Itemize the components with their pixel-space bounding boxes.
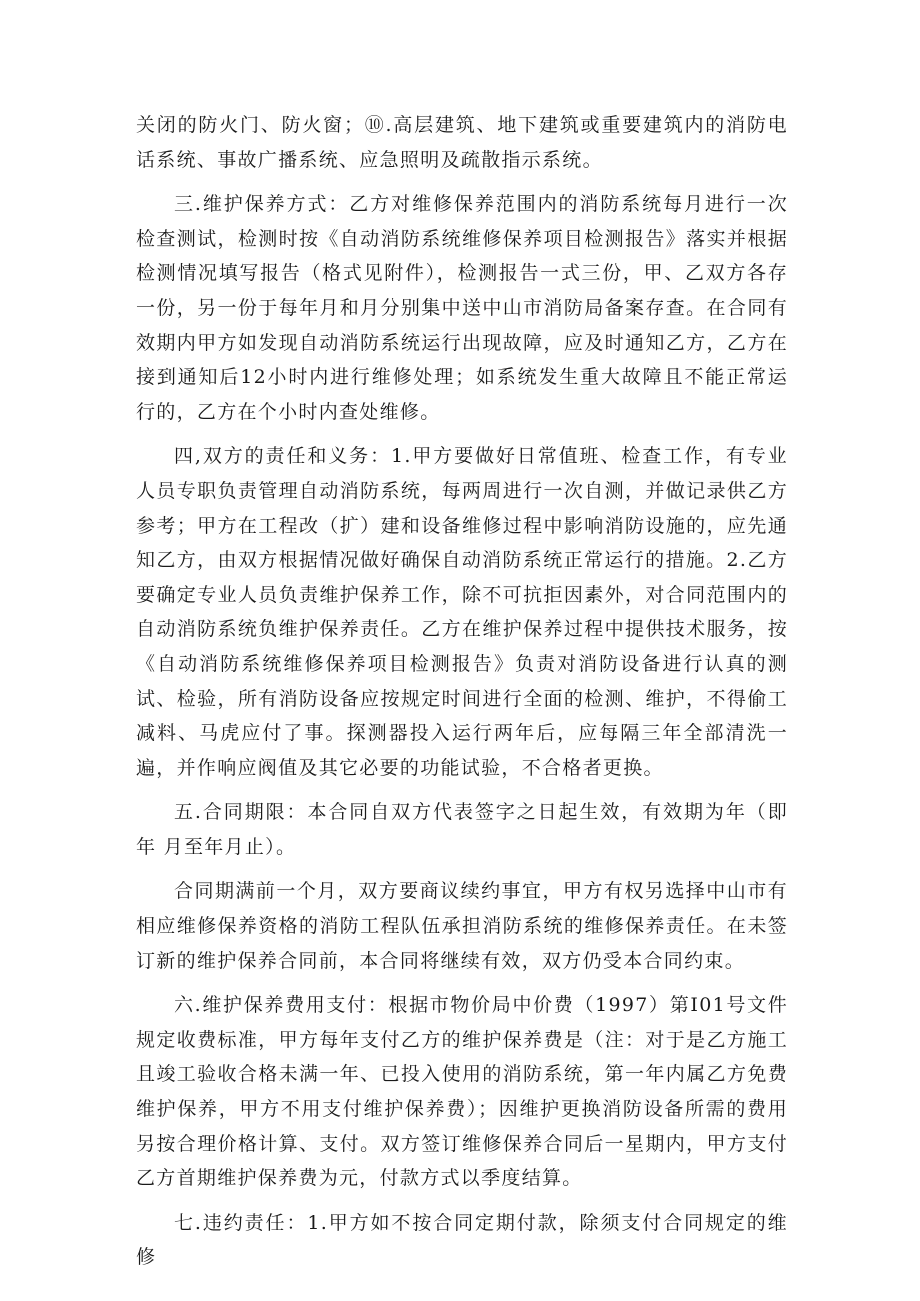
paragraph-breach-liability: 七.违约责任：1.甲方如不按合同定期付款，除须支付合同规定的维修 bbox=[136, 1211, 788, 1269]
document-page bbox=[136, 108, 788, 1285]
paragraph-contract-term: 五.合同期限：本合同自双方代表签字之日起生效，有效期为年（即年 月至年月止）。 bbox=[136, 801, 788, 858]
paragraph-continuation: 关闭的防火门、防火窗；⑩.高层建筑、地下建筑或重要建筑内的消防电话系统、事故广播系统、应急照明及疏散指示系统。 bbox=[136, 114, 788, 171]
paragraph-fee-payment: 六.维护保养费用支付：根据市物价局中价费（1997）第I01号文件规定收费标准，甲方每年支付乙方的维护保养费是（注：对于是乙方施工且竣工验收合格未满一年、已投入使用的消防系统，第一年内属乙方免费维护保养，甲方不用支付维护保养费）；因维护更换消防设备所需的费用另按合理价格计算、支付。双方签订维修保养合同后一星期内，甲方支付乙方首期维护保养费为元，付款方式以季度结算。 bbox=[136, 994, 788, 1190]
paragraph-maintenance-method: 三.维护保养方式：乙方对维修保养范围内的消防系统每月进行一次检查测试，检测时按《自动消防系统维修保养项目检测报告》落实并根据检测情况填写报告（格式见附件），检测报告一式三份，甲、乙双方各存一份，另一份于每年月和月分别集中送中山市消防局备案存查。在合同有效期内甲方如发现自动消防系统运行出现故障，应及时通知乙方，乙方在接到通知后12小时内进行维修处理；如系统发生重大故障且不能正常运行的，乙方在个小时内查处维修。 bbox=[136, 193, 788, 423]
paragraph-renewal: 合同期满前一个月，双方要商议续约事宜，甲方有权另选择中山市有相应维修保养资格的消防工程队伍承担消防系统的维修保养责任。在未签订新的维护保养合同前，本合同将继续有效，双方仍受本合同约束。 bbox=[136, 880, 788, 972]
paragraph-responsibilities: 四,双方的责任和义务：1.甲方要做好日常值班、检查工作，有专业人员专职负责管理自动消防系统，每两周进行一次自测，并做记录供乙方参考；甲方在工程改（扩）建和设备维修过程中影响消防设施的，应先通知乙方，由双方根据情况做好确保自动消防系统正常运行的措施。2.乙方要确定专业人员负责维护保养工作，除不可抗拒因素外，对合同范围内的自动消防系统负维护保养责任。乙方在维护保养过程中提供技术服务，按《自动消防系统维修保养项目检测报告》负责对消防设备进行认真的测试、检验，所有消防设备应按规定时间进行全面的检测、维护，不得偷工减料、马虎应付了事。探测器投入运行两年后，应每隔三年全部清洗一遍，并作响应阀值及其它必要的功能试验，不合格者更换。 bbox=[136, 445, 788, 779]
